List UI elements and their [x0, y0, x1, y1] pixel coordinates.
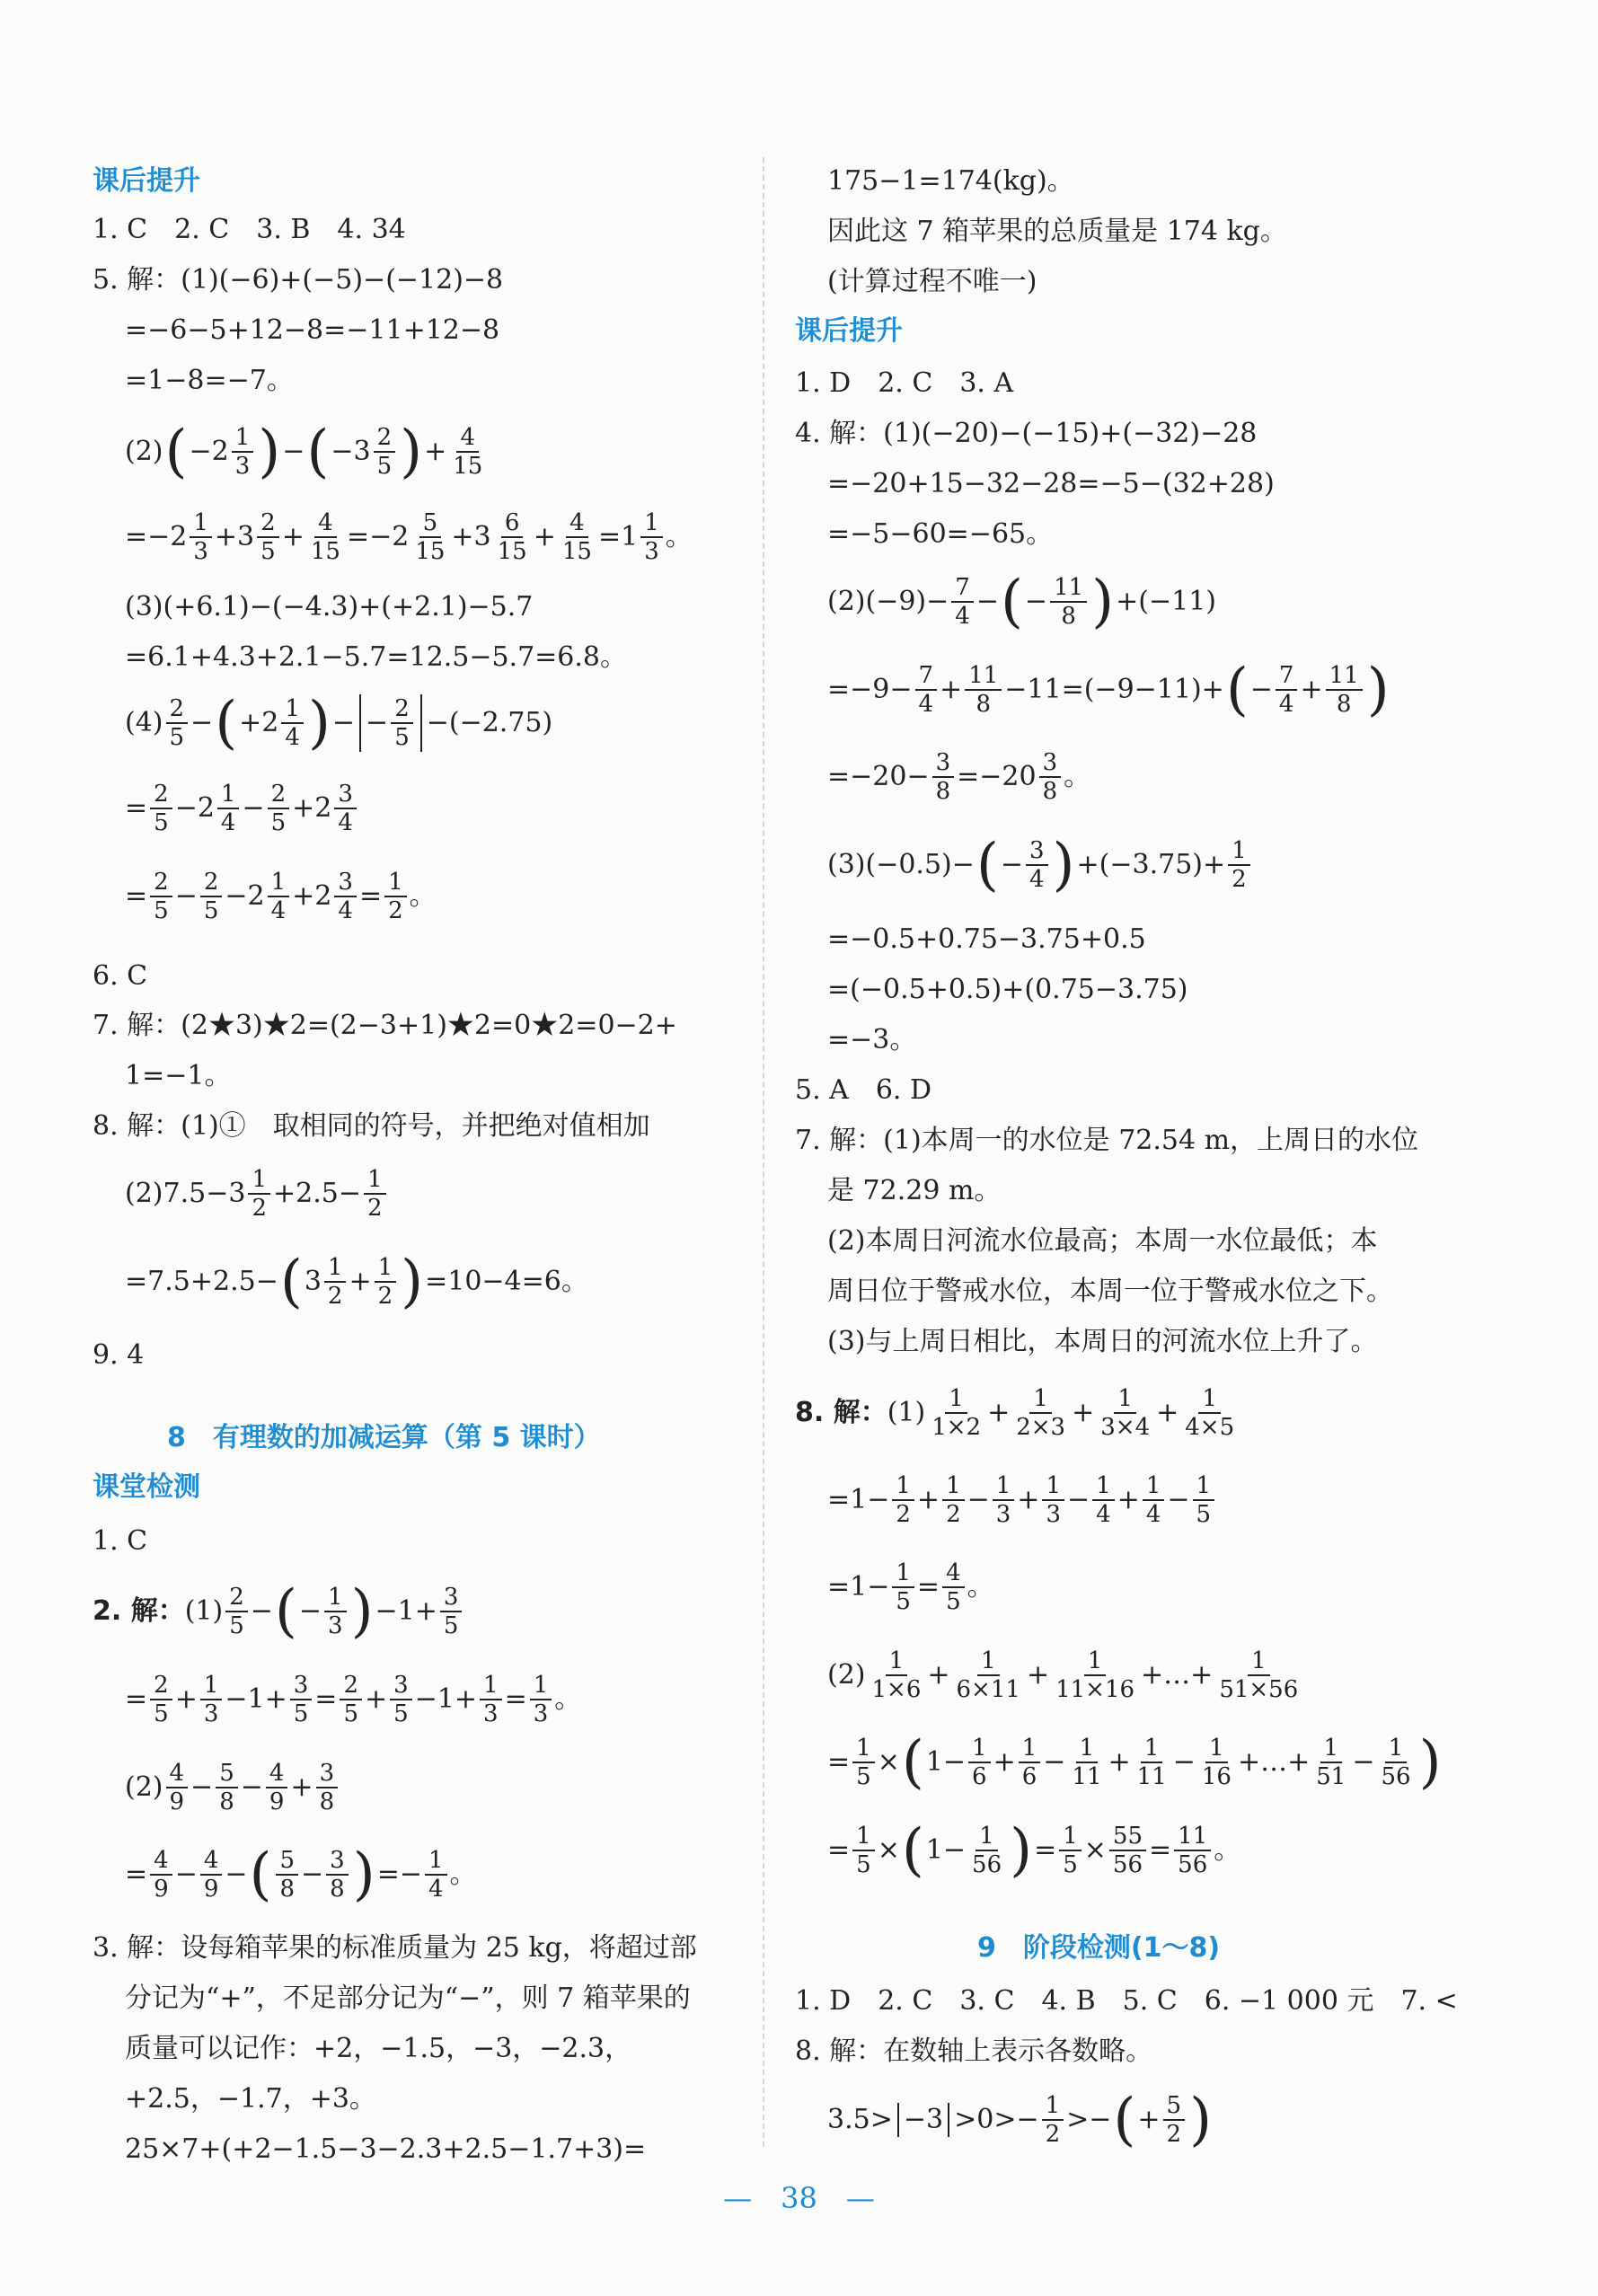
- answer-line: 1=−1。: [125, 1060, 232, 1091]
- formula-line: =−2 1 3 +3 2 5 + 4 15 =−2 5 15 +3 6 15 + 4 15 =1 1 3 。: [125, 509, 693, 565]
- formula-line: 8. 解： (1) 1 1×2 + 1 2×3 + 1 3×4 + 1 4×5: [795, 1385, 1235, 1441]
- formula-line: = 4 9 − 4 9 − ( 5 8 − 3 8 ) =− 1 4 。: [125, 1841, 477, 1908]
- answer-line: =1−8=−7。: [125, 365, 294, 396]
- answer-line: =6.1+4.3+2.1−5.7=12.5−5.7=6.8。: [125, 641, 628, 673]
- section-title: 课后提升: [795, 315, 903, 347]
- answer-line: 4. 解：(1)(−20)−(−15)+(−32)−28: [795, 418, 1258, 449]
- answer-line: 是 72.29 m。: [827, 1175, 1002, 1206]
- answer-line: =−20+15−32−28=−5−(32+28): [827, 468, 1275, 499]
- formula-line: (2) ( −2 1 3 ) − ( −3 2 5 ) + 4 15: [125, 419, 483, 485]
- column-divider: [763, 157, 764, 2147]
- formula-line: =1− 1 2 + 1 2 − 1 3 + 1 3 − 1 4 + 1 4 − 1 5: [827, 1464, 1217, 1536]
- page-number-value: 38: [781, 2181, 817, 2215]
- answer-line: 5. A 6. D: [795, 1074, 932, 1106]
- chapter-title: 8 有理数的加减运算（第 5 课时）: [167, 1422, 601, 1453]
- formula-line: (3)(−0.5)− ( − 3 4 ) +(−3.75)+ 1 2: [827, 829, 1253, 901]
- answer-line: 8. 解：(1)① 取相同的符号，并把绝对值相加: [93, 1110, 650, 1142]
- formula-line: (2) 4 9 − 5 8 − 4 9 + 3 8: [125, 1752, 340, 1824]
- answer-line: 质量可以记作：+2，−1.5，−3，−2.3，: [125, 2033, 632, 2064]
- formula-line: (2)(−9)− 7 4 − ( − 11 8 ) +(−11): [827, 569, 1216, 635]
- answer-line: 3. 解：设每箱苹果的标准质量为 25 kg，将超过部: [93, 1932, 697, 1964]
- answer-line: =−0.5+0.75−3.75+0.5: [827, 923, 1146, 955]
- answer-line: 1. C 2. C 3. B 4. 34: [93, 214, 406, 245]
- answer-line: 7. 解：(2★3)★2=(2−3+1)★2=0★2=0−2+: [93, 1010, 677, 1041]
- formula-line: = 1 5 × ( 1− 1 6 + 1 6 − 1 11 + 1 11 − 1 16 +…+ 1 51 − 1 56 ): [827, 1729, 1442, 1796]
- formula-line: = 1 5 × ( 1− 1 56 ) = 1 5 × 55 56 = 11 56 。: [827, 1817, 1241, 1884]
- answer-line: +2.5，−1.7，+3。: [125, 2083, 376, 2115]
- answer-line: 周日位于警戒水位，本周一位于警戒水位之下。: [827, 1276, 1393, 1307]
- section-title: 课后提升: [93, 165, 200, 197]
- answer-line: =−5−60=−65。: [827, 518, 1054, 550]
- answer-line: 25×7+(+2−1.5−3−2.3+2.5−1.7+3)=: [125, 2133, 647, 2165]
- answer-line: (3)与上周日相比，本周日的河流水位上升了。: [827, 1326, 1378, 1357]
- answer-line: 5. 解：(1)(−6)+(−5)−(−12)−8: [93, 264, 504, 296]
- answer-line: =−3。: [827, 1024, 917, 1055]
- answer-line: 1. D 2. C 3. C 4. B 5. C 6. −1 000 元 7. <: [795, 1985, 1458, 2017]
- answer-line: 7. 解：(1)本周一的水位是 72.54 m，上周日的水位: [795, 1125, 1419, 1156]
- formula-line: = 2 5 + 1 3 −1+ 3 5 = 2 5 + 3 5 −1+ 1 3 = 1 3 。: [125, 1672, 582, 1727]
- formula-line: (2)7.5−3 1 2 +2.5− 1 2: [125, 1158, 389, 1230]
- formula-line: = 2 5 − 2 5 −2 1 4 +2 3 4 = 1 2 。: [125, 869, 437, 924]
- formula-line: =7.5+2.5− ( 3 1 2 + 1 2 ) =10−4=6。: [125, 1249, 588, 1315]
- answer-line: (2)本周日河流水位最高；本周一水位最低；本: [827, 1225, 1378, 1257]
- formula-line: 2. 解： (1) 2 5 − ( − 1 3 ) −1+ 3 5: [93, 1576, 464, 1647]
- answer-line: =(−0.5+0.5)+(0.75−3.75): [827, 974, 1188, 1005]
- answer-line: 8. 解：在数轴上表示各数略。: [795, 2035, 1153, 2067]
- formula-line: = 2 5 −2 1 4 − 2 5 +2 3 4: [125, 773, 359, 844]
- section-title: 课堂检测: [93, 1471, 200, 1503]
- formula-line: (4) 2 5 − ( +2 1 4 ) − − 2 5 −(−2.75): [125, 690, 553, 756]
- answer-line: 1. D 2. C 3. A: [795, 367, 1014, 399]
- chapter-title: 9 阶段检测(1～8): [977, 1932, 1221, 1964]
- answer-line: 分记为“+”，不足部分记为“−”，则 7 箱苹果的: [125, 1983, 691, 2014]
- formula-line: =1− 1 5 = 4 5 。: [827, 1559, 994, 1615]
- answer-line: =−6−5+12−8=−11+12−8: [125, 314, 500, 346]
- item-label: (2): [125, 436, 163, 467]
- formula-line: =−9− 7 4 + 11 8 −11=(−9−11)+ ( − 7 4 + 11 8 ): [827, 657, 1390, 723]
- answer-line: 9. 4: [93, 1339, 145, 1371]
- page-number: — 38 —: [723, 2181, 875, 2215]
- formula-line: 3.5> −3 >0>− 1 2 >− ( + 5 2 ): [827, 2087, 1213, 2153]
- answer-line: 1. C: [93, 1525, 148, 1557]
- answer-line: 6. C: [93, 960, 148, 992]
- answer-line: 175−1=174(kg)。: [827, 165, 1074, 197]
- answer-line: 因此这 7 箱苹果的总质量是 174 kg。: [827, 216, 1287, 247]
- answer-line: (3)(+6.1)−(−4.3)+(+2.1)−5.7: [125, 591, 534, 623]
- formula-line: =−20− 3 8 =−20 3 8 。: [827, 749, 1091, 805]
- answer-line: (计算过程不唯一): [827, 266, 1037, 297]
- formula-line: (2) 1 1×6 + 1 6×11 + 1 11×16 +…+ 1 51×56: [827, 1647, 1299, 1703]
